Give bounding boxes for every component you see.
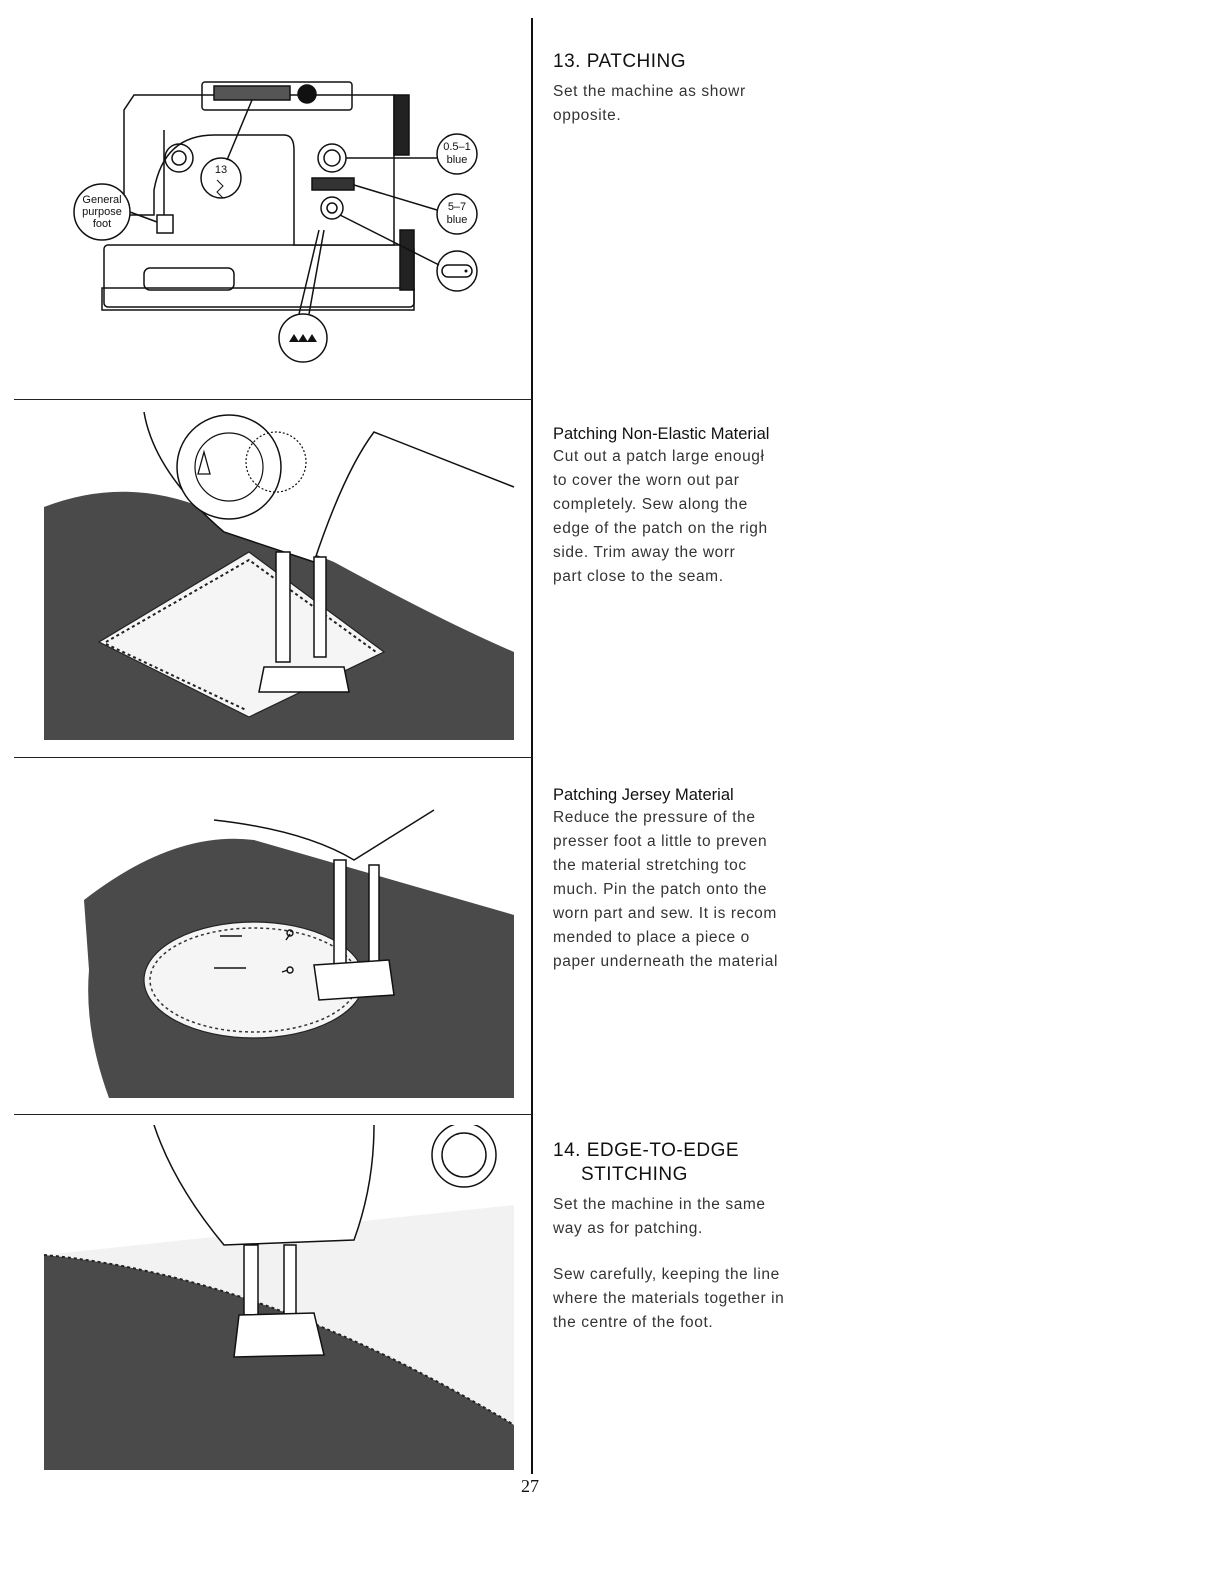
stitch-length-color: blue: [446, 214, 468, 226]
jersey-body: Reduce the pressure of the presser foot a little to preven the material stretching toc much. Pin the patch onto the worn part and sew. It is recom mended to place a piece o paper underneath the material: [553, 809, 779, 970]
heading-patching: 13. PATCHING: [553, 51, 687, 72]
page-number: 27: [521, 1476, 539, 1496]
edge-body-2: Sew carefully, keeping the line where the materials together in the centre of the foot.: [553, 1266, 785, 1331]
heading-non-elastic: Patching Non-Elastic Material: [553, 425, 770, 443]
heading-jersey: Patching Jersey Material: [553, 786, 734, 804]
section-jersey: [553, 784, 813, 974]
figure-machine-settings: [14, 40, 530, 380]
foot-label-line3: foot: [92, 218, 112, 230]
column-divider: [531, 18, 533, 1474]
foot-label-line1: General: [82, 194, 122, 206]
stitch-length-value: 5–7: [447, 201, 467, 213]
figure-non-elastic-patch: [14, 412, 530, 742]
section-patching: [553, 50, 813, 128]
stitch-width-value: 0.5–1: [443, 141, 471, 153]
panel-divider-2: [14, 757, 532, 758]
section-edge-to-edge: [553, 1139, 813, 1335]
figure-edge-to-edge: [14, 1125, 530, 1470]
panel-divider-1: [14, 399, 532, 400]
non-elastic-body: Cut out a patch large enougł to cover the worn out par completely. Sew along the edge of the patch on the righ side. Trim away the worr part close to the seam.: [553, 448, 768, 585]
figure-jersey-patch: [14, 770, 530, 1100]
patching-intro: Set the machine as showr opposite.: [553, 83, 746, 124]
heading-edge-line2: STITCHING: [581, 1164, 688, 1185]
stitch-width-color: blue: [446, 154, 468, 166]
pattern-number: 13: [214, 164, 228, 176]
heading-edge-line1: 14. EDGE-TO-EDGE: [553, 1140, 740, 1161]
section-non-elastic: [553, 423, 813, 589]
panel-divider-3: [14, 1114, 532, 1115]
foot-label-line2: purpose: [82, 206, 122, 218]
edge-body-1: Set the machine in the same way as for patching.: [553, 1196, 766, 1237]
